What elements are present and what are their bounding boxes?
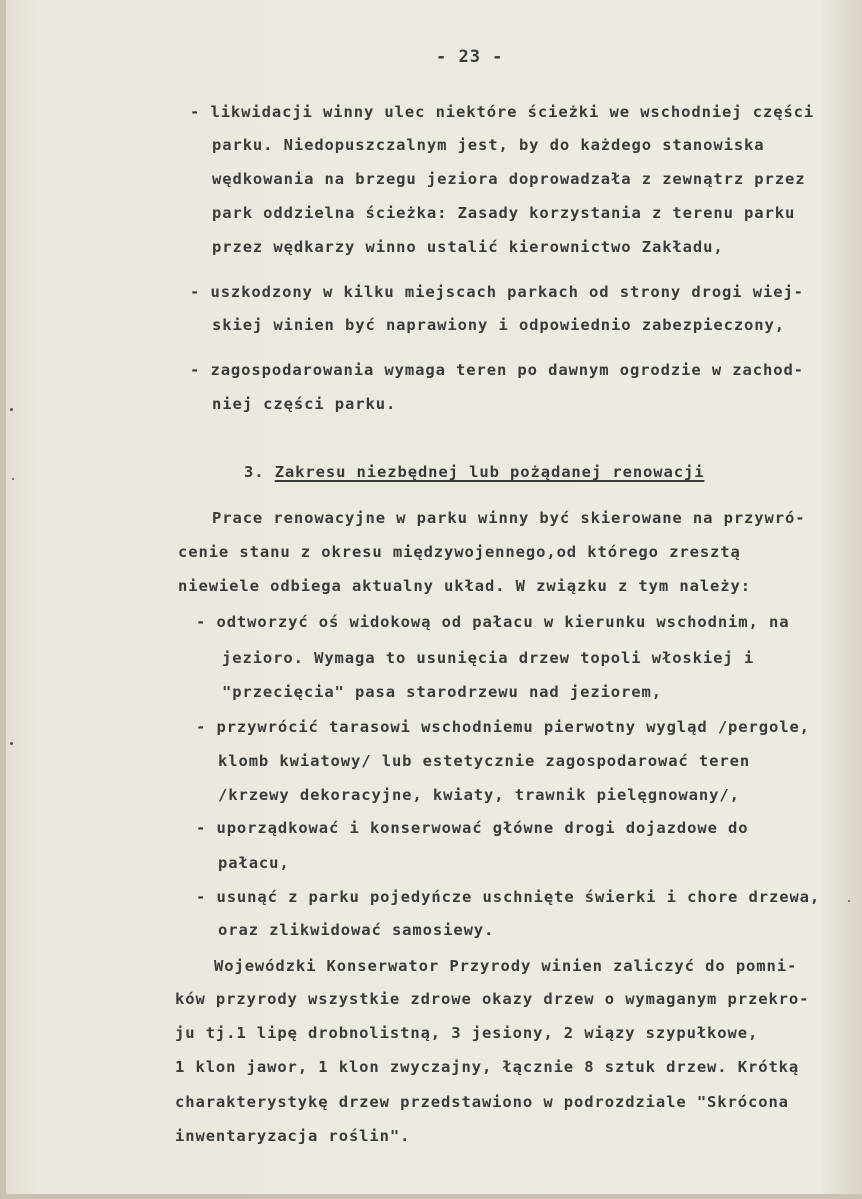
text-line: - zagospodarowania wymaga teren po dawnym ogrodzie w zachod- bbox=[190, 361, 804, 379]
section-title: Zakresu niezbędnej lub pożądanej renowacji bbox=[274, 463, 705, 481]
text-line: 1 klon jawor, 1 klon zwyczajny, łącznie 8 sztuk drzew. Krótką bbox=[175, 1058, 800, 1076]
text-line: "przecięcia" pasa starodrzewu nad jeziorem, bbox=[222, 683, 662, 701]
text-line: wędkowania na brzegu jeziora doprowadzała z zewnątrz przez bbox=[212, 170, 806, 188]
text-line: ju tj.1 lipę drobnolistną, 3 jesiony, 2 wiązy szypułkowe, bbox=[175, 1024, 759, 1042]
margin-speck bbox=[10, 742, 13, 745]
text-line: przez wędkarzy winno ustalić kierownictwo Zakładu, bbox=[212, 238, 724, 256]
text-line: parku. Niedopuszczalnym jest, by do każdego stanowiska bbox=[212, 136, 765, 154]
text-line: pałacu, bbox=[218, 854, 290, 872]
text-line: /krzewy dekoracyjne, kwiaty, trawnik pielęgnowany/, bbox=[218, 786, 740, 804]
text-line: Prace renowacyjne w parku winny być skierowane na przywró- bbox=[212, 509, 806, 527]
text-line: niewiele odbiega aktualny układ. W związku z tym należy: bbox=[178, 577, 751, 595]
text-line: - odtworzyć oś widokową od pałacu w kierunku wschodnim, na bbox=[196, 613, 790, 631]
text-line: charakterystykę drzew przedstawiono w podrozdziale "Skrócona bbox=[175, 1093, 789, 1111]
page-left-edge bbox=[0, 0, 6, 1199]
text-line: park oddzielna ścieżka: Zasady korzystania z terenu parku bbox=[212, 204, 796, 222]
text-line: Wojewódzki Konserwator Przyrody winien zaliczyć do pomni- bbox=[214, 957, 798, 975]
page-bottom-edge bbox=[0, 1194, 862, 1199]
margin-speck bbox=[848, 900, 850, 902]
text-line: cenie stanu z okresu międzywojennego,od którego zresztą bbox=[178, 543, 741, 561]
text-line: - uszkodzony w kilku miejscach parkach od strony drogi wiej- bbox=[190, 283, 804, 301]
text-line: niej części parku. bbox=[212, 395, 397, 413]
text-line: ków przyrody wszystkie zdrowe okazy drzew o wymaganym przekro- bbox=[175, 990, 810, 1008]
text-line: klomb kwiatowy/ lub estetycznie zagospodarować teren bbox=[218, 752, 751, 770]
text-line: skiej winien być naprawiony i odpowiednio zabezpieczony, bbox=[212, 316, 785, 334]
margin-speck bbox=[10, 408, 13, 411]
text-line: oraz zlikwidować samosiewy. bbox=[218, 921, 495, 939]
section-heading bbox=[244, 462, 704, 482]
margin-speck bbox=[12, 478, 14, 480]
text-line: - przywrócić tarasowi wschodniemu pierwotny wygląd /pergole, bbox=[196, 718, 810, 736]
section-number: 3. bbox=[244, 463, 265, 481]
page-number: - 23 - bbox=[436, 47, 504, 67]
text-line: inwentaryzacja roślin". bbox=[175, 1127, 411, 1145]
text-line: jezioro. Wymaga to usunięcia drzew topoli włoskiej i bbox=[222, 649, 755, 667]
text-line: - uporządkować i konserwować główne drogi dojazdowe do bbox=[196, 819, 749, 837]
text-line: - likwidacji winny ulec niektóre ścieżki we wschodniej części bbox=[190, 103, 815, 121]
text-line: - usunąć z parku pojedyńcze uschnięte świerki i chore drzewa, bbox=[196, 888, 821, 906]
